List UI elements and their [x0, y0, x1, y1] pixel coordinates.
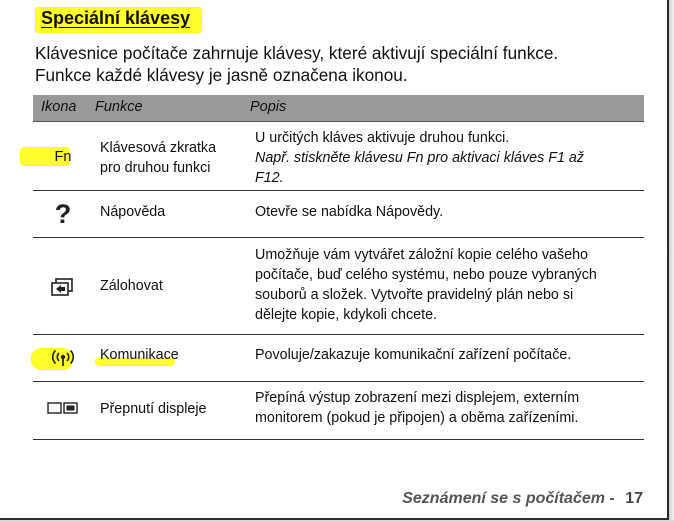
table-row-display [33, 382, 644, 440]
function-cell: Nápověda [100, 204, 166, 220]
function-cell: Komunikace [100, 347, 179, 363]
description-cell: Otevře se nabídka Nápovědy. [255, 204, 444, 220]
function-cell: Zálohovat [100, 278, 163, 294]
page-number: 17 [625, 490, 643, 507]
intro-line-2: Funkce každé klávesy je jasně označena ikonou. [35, 65, 408, 85]
table-row-communication [33, 335, 644, 382]
display-switch-icon [33, 401, 93, 415]
description-cell: Umožňuje vám vytvářet záložní kopie celého vašeho počítače, buď celého systému, nebo pouze vybraných souborů a složek. Vytvořte pravidelný plán nebo si dělejte kopie, kdykoli chcete. [255, 247, 597, 323]
special-keys-table [33, 95, 644, 440]
description-cell: U určitých kláves aktivuje druhou funkci. Např. stiskněte klávesu Fn pro aktivaci kláves F1 až F12. [255, 130, 584, 186]
description-cell: Přepíná výstup zobrazení mezi displejem, externím monitorem (pokud je připojen) a oběma zařízeními. [255, 390, 580, 426]
function-cell: Klávesová zkratka pro druhou funkci [100, 140, 217, 176]
table-row-help [33, 191, 644, 238]
footer-section-title: Seznámení se s počítačem - [402, 490, 615, 507]
table-row-backup [33, 238, 644, 335]
table-row-fn [33, 122, 644, 191]
backup-icon [33, 278, 93, 296]
intro-paragraph [35, 42, 647, 86]
header-icon: Ikona [41, 99, 77, 115]
fn-key-icon: Fn [54, 149, 72, 165]
description-cell: Povoluje/zakazuje komunikační zařízení počítače. [255, 347, 572, 363]
page-shadow-right [669, 0, 674, 522]
table-header [33, 95, 644, 122]
intro-line-1: Klávesnice počítače zahrnuje klávesy, které aktivují speciální funkce. [35, 43, 559, 63]
wireless-icon [33, 349, 93, 367]
page-title: Speciální klávesy [41, 8, 191, 28]
function-cell: Přepnutí displeje [100, 401, 207, 417]
page-footer [402, 490, 643, 508]
heading-block [35, 4, 195, 29]
header-function: Funkce [95, 99, 143, 115]
question-mark-icon: ? [54, 199, 72, 229]
header-description: Popis [250, 99, 287, 115]
